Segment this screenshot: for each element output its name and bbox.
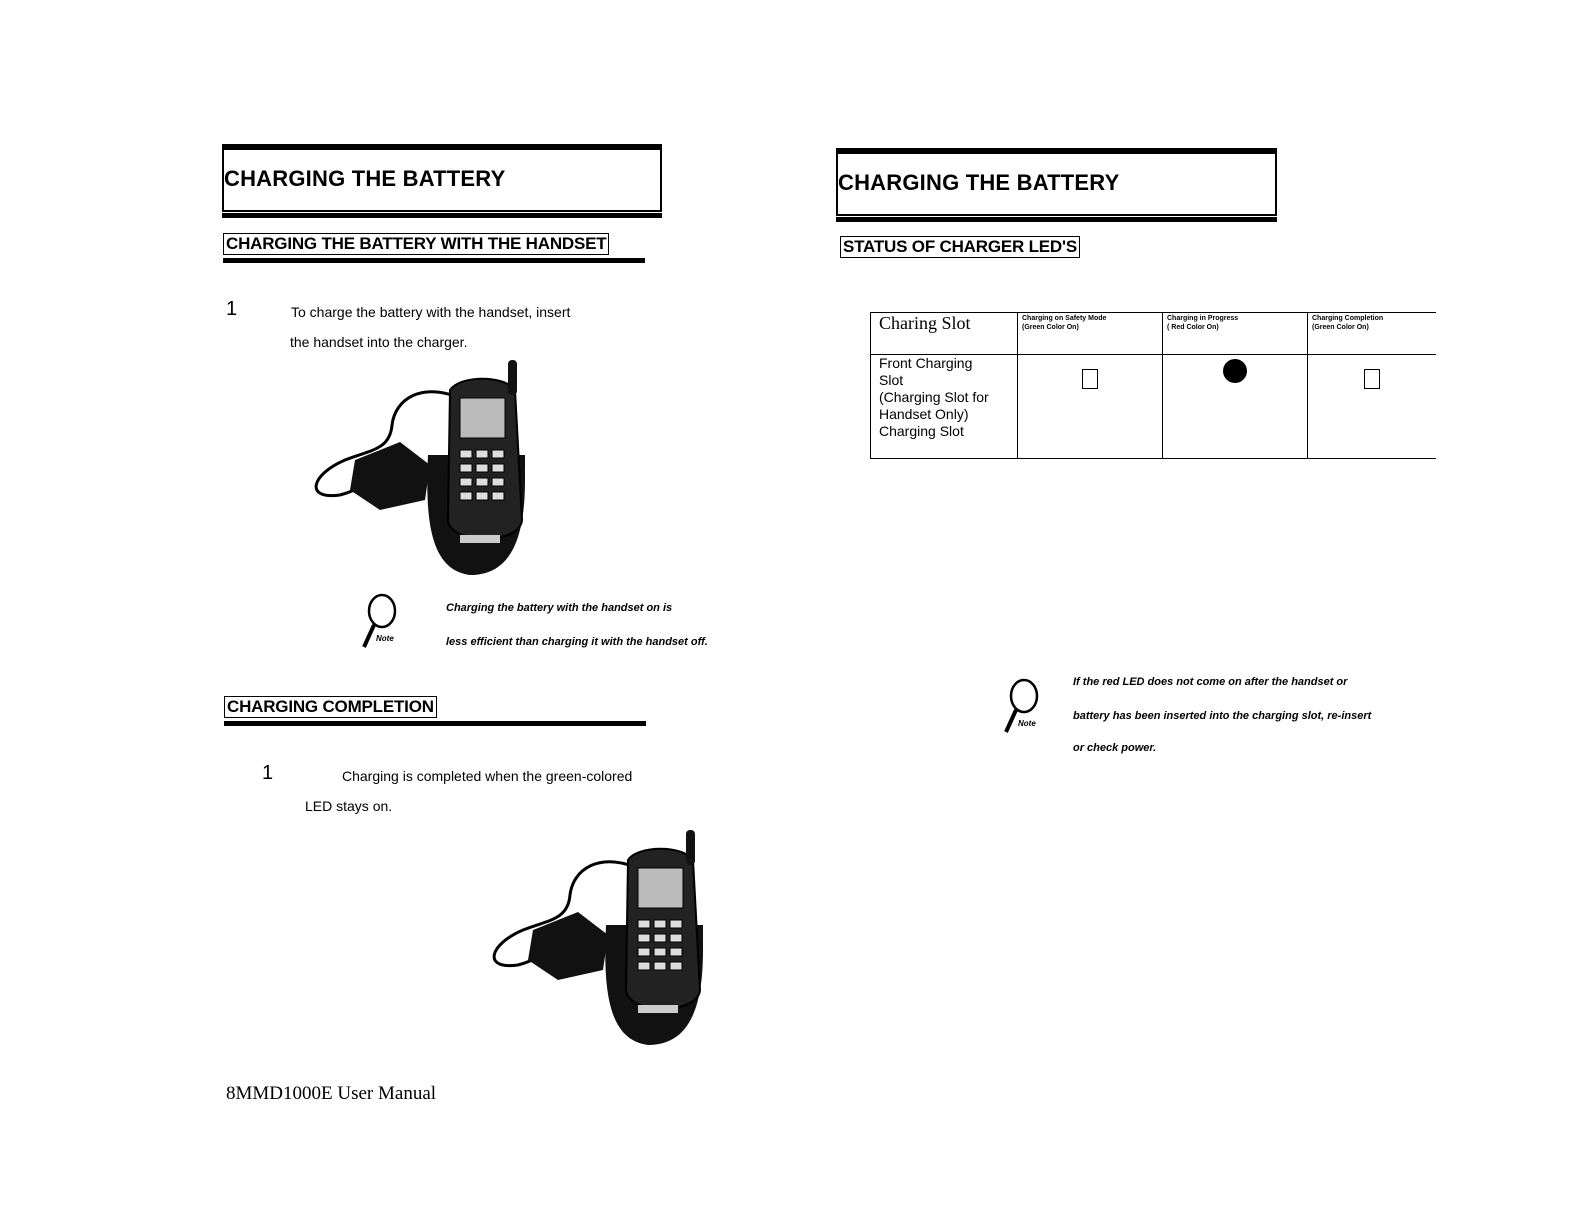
led-off-square-icon <box>1082 369 1098 389</box>
col-header-line1: Charging Completion <box>1312 315 1384 322</box>
step-text-line2: LED stays on. <box>305 798 393 814</box>
section-heading-status-of-led: STATUS OF CHARGER LED'S <box>840 236 1080 258</box>
note-label: Note <box>376 634 394 643</box>
led-off-square-icon <box>1364 369 1380 389</box>
left-page-title-box <box>222 148 662 212</box>
section-heading-charging-with-handset: CHARGING THE BATTERY WITH THE HANDSET <box>223 233 609 255</box>
col-header-line2: (Green Color On) <box>1022 324 1079 331</box>
section-rule <box>223 258 645 263</box>
slot-header-cell <box>871 313 1018 355</box>
col-header-safety-mode <box>1018 313 1163 355</box>
phone-in-charger-illustration <box>300 360 550 590</box>
charger-led-status-table <box>870 312 1436 459</box>
title-top-rule <box>836 148 1277 152</box>
slot-header: Charing Slot <box>879 313 971 333</box>
title-top-rule <box>222 144 662 148</box>
title-bottom-rule <box>836 217 1277 222</box>
slot-name-line: Slot <box>879 372 904 388</box>
step-text-line1: Charging is completed when the green-colored <box>342 768 633 784</box>
slot-name-cell <box>871 355 1018 459</box>
section-rule <box>224 721 646 726</box>
right-page-title-box <box>836 152 1277 216</box>
note-magnifier-icon <box>358 593 410 653</box>
phone-in-charger-completed-illustration <box>478 830 728 1060</box>
note-text-line3: or check power. <box>1073 742 1157 754</box>
note-label: Note <box>1018 719 1036 728</box>
section-heading-charging-completion: CHARGING COMPLETION <box>224 696 437 718</box>
col-header-in-progress <box>1163 313 1308 355</box>
slot-name-line: Front Charging <box>879 355 973 371</box>
col-header-completion <box>1308 313 1437 355</box>
indicator-cell <box>1308 355 1437 459</box>
right-page-title: CHARGING THE BATTERY <box>838 170 1120 195</box>
footer-manual-name: 8MMD1000E User Manual <box>226 1083 437 1104</box>
note-text-line2: battery has been inserted into the charging slot, re-insert <box>1073 710 1372 722</box>
indicator-cell <box>1163 355 1308 459</box>
note-text-line1: If the red LED does not come on after the handset or <box>1073 676 1348 688</box>
led-on-dot-icon <box>1223 359 1247 383</box>
col-header-line2: ( Red Color On) <box>1167 324 1219 331</box>
note-magnifier-icon <box>1000 678 1052 738</box>
step-text-line2: the handset into the charger. <box>290 334 468 350</box>
step-number: 1 <box>226 298 238 320</box>
left-page-title: CHARGING THE BATTERY <box>224 166 506 191</box>
slot-name-line: Charging Slot <box>879 423 964 439</box>
step-number: 1 <box>262 762 274 784</box>
note-text-line2: less efficient than charging it with the handset off. <box>446 636 708 648</box>
col-header-line2: (Green Color On) <box>1312 324 1369 331</box>
step-text-line1: To charge the battery with the handset, insert <box>291 304 571 320</box>
note-text-line1: Charging the battery with the handset on is <box>446 602 673 614</box>
title-bottom-rule <box>222 213 662 218</box>
col-header-line1: Charging in Progress <box>1167 315 1239 322</box>
slot-name-line: (Charging Slot for <box>879 389 989 405</box>
col-header-line1: Charging on Safety Mode <box>1022 315 1107 322</box>
indicator-cell <box>1018 355 1163 459</box>
slot-name-line: Handset Only) <box>879 406 969 422</box>
